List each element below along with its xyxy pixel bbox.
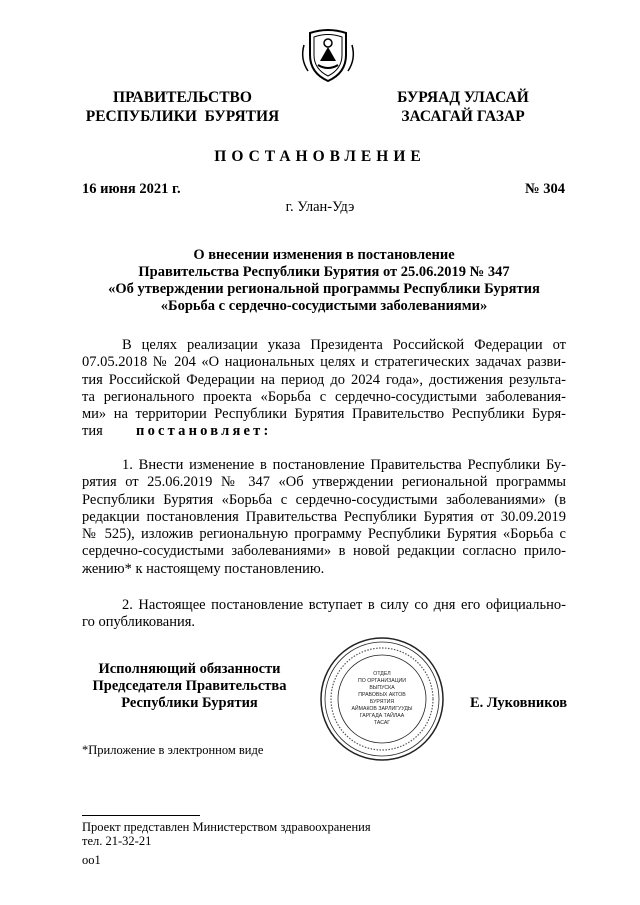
title-line-2: Правительства Республики Бурятия от 25.06.2019 № 347 <box>138 264 510 280</box>
footer-divider <box>82 815 200 816</box>
org-right-line-1: БУРЯАД УЛАСАЙ <box>397 89 529 106</box>
item1-line-3: Республики Бурятия «Борьба с сердечно-сосудистыми заболеваниями» (в <box>82 491 566 508</box>
item1-line-6: сердечно-сосудистыми заболеваниями» в новой редакции согласно прило- <box>82 543 566 560</box>
preamble-line-1: В целях реализации указа Президента Российской Федерации от <box>122 337 566 353</box>
document-title <box>82 247 566 315</box>
preamble-line-4: та регионального проекта «Борьба с сердечно-сосудистыми заболевания- <box>82 388 566 405</box>
document-date: 16 июня 2021 г. <box>82 181 181 197</box>
stamp-line-2: ПО ОРГАНИЗАЦИИ <box>358 678 406 684</box>
item2-line-1: 2. Настоящее постановление вступает в силу со дня его официально- <box>122 597 566 613</box>
document-city: г. Улан-Удэ <box>285 199 355 215</box>
item1-line-1: 1. Внести изменение в постановление Правительства Республики Бу- <box>122 457 566 473</box>
item1-line-2: рятия от 25.06.2019 № 347 «Об утверждении региональной программы <box>82 474 566 491</box>
document-type: ПОСТАНОВЛЕНИЕ <box>214 148 426 165</box>
item1-line-5: № 525), изложив региональную программу Республики Бурятия «Борьба с <box>82 526 566 543</box>
official-stamp <box>318 635 446 763</box>
stamp-line-5: БУРЯТИЯ <box>369 699 395 705</box>
stamp-line-1: ОТДЕЛ <box>373 671 391 677</box>
org-left-line-2: РЕСПУБЛИКИ БУРЯТИЯ <box>85 108 280 125</box>
item2-line-2: го опубликования. <box>82 614 196 631</box>
decision-word: постановляет: <box>136 423 272 440</box>
stamp-line-4: ПРАВОВЫХ АКТОВ <box>358 692 406 698</box>
org-name-russian <box>75 88 290 126</box>
stamp-line-6: АЙМАКОВ ЗАРЛИГУУДЫ <box>351 706 413 712</box>
signatory-position-line-2: Председателя Правительства <box>92 678 287 694</box>
signatory-position-line-1: Исполняющий обязанности <box>98 661 281 677</box>
title-line-3: «Об утверждении региональной программы Республики Бурятия <box>108 281 540 297</box>
stamp-line-3: ВЫПУСКА <box>369 685 395 691</box>
footer-project-note: Проект представлен Министерством здравоохранения <box>82 820 371 834</box>
preamble-line-5: ми» на территории Республики Бурятия Правительство Республики Буря- <box>82 406 566 423</box>
preamble-line-6 <box>82 423 566 440</box>
attachment-note: *Приложение в электронном виде <box>82 743 264 757</box>
stamp-line-7: ГАРГАДА ТАЙЛАА <box>359 713 405 719</box>
preamble-paragraph <box>82 337 566 441</box>
org-right-line-2: ЗАСАГАЙ ГАЗАР <box>401 108 525 125</box>
title-line-1: О внесении изменения в постановление <box>193 247 455 263</box>
item-1-paragraph <box>82 457 566 578</box>
preamble-line-2: 07.05.2018 № 204 «О национальных целях и стратегических задачах разви- <box>82 354 566 371</box>
signatory-position <box>82 661 297 712</box>
item-2-paragraph <box>82 597 566 632</box>
org-name-buryat <box>368 88 558 126</box>
document-number: № 304 <box>525 181 565 197</box>
coat-of-arms-icon <box>298 25 358 85</box>
signatory-position-line-3: Республики Бурятия <box>121 695 258 711</box>
org-left-line-1: ПРАВИТЕЛЬСТВО <box>113 89 252 106</box>
item1-line-4: редакции постановления Правительства Республики Бурятия от 30.09.2019 <box>82 508 566 525</box>
item1-line-7: жению* к настоящему постановлению. <box>82 560 325 577</box>
title-line-4: «Борьба с сердечно-сосудистыми заболеваниями» <box>160 298 488 314</box>
footer-code: оо1 <box>82 853 101 867</box>
signatory-name: Е. Луковников <box>470 695 568 711</box>
preamble-last-word: тия <box>82 423 103 440</box>
footer-phone: тел. 21-32-21 <box>82 834 152 848</box>
stamp-line-8: ТАСАГ <box>373 720 391 726</box>
preamble-line-3: тия Российской Федерации на период до 2024 года», достижения результа- <box>82 371 566 388</box>
